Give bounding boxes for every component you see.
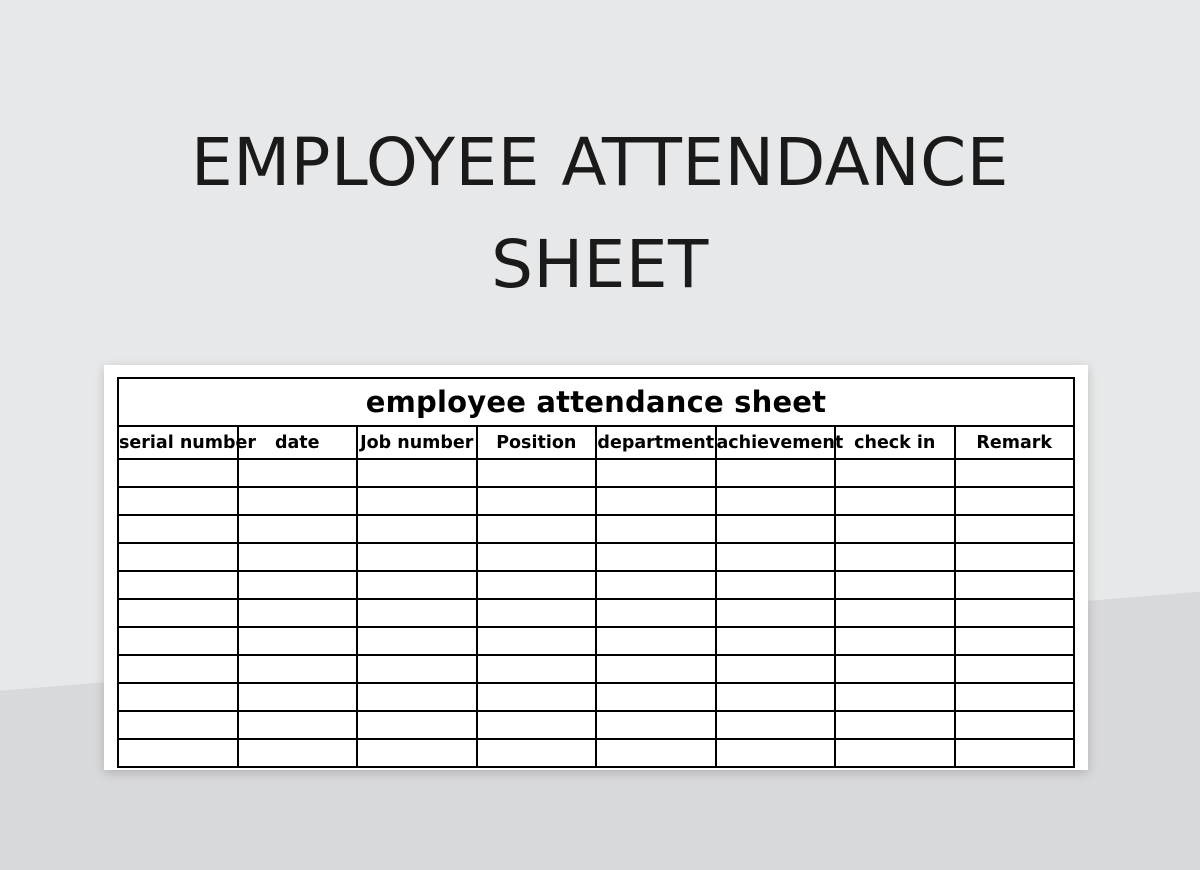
table-row	[118, 543, 1074, 571]
table-cell[interactable]	[596, 655, 716, 683]
table-cell[interactable]	[477, 683, 597, 711]
table-cell[interactable]	[835, 543, 955, 571]
table-cell[interactable]	[238, 571, 358, 599]
table-cell[interactable]	[835, 599, 955, 627]
page-title-line-2: SHEET	[491, 226, 709, 304]
table-cell[interactable]	[716, 515, 836, 543]
table-cell[interactable]	[596, 571, 716, 599]
table-caption-row	[118, 378, 1074, 426]
table-cell[interactable]	[955, 459, 1075, 487]
table-row	[118, 627, 1074, 655]
attendance-sheet-card	[104, 365, 1088, 770]
table-cell[interactable]	[596, 599, 716, 627]
table-row	[118, 655, 1074, 683]
table-cell[interactable]	[477, 459, 597, 487]
table-cell[interactable]	[238, 627, 358, 655]
table-cell[interactable]	[477, 627, 597, 655]
table-cell[interactable]	[955, 487, 1075, 515]
table-cell[interactable]	[238, 515, 358, 543]
table-cell[interactable]	[716, 599, 836, 627]
table-cell[interactable]	[118, 739, 238, 767]
column-header: achievement	[716, 426, 836, 459]
table-cell[interactable]	[477, 711, 597, 739]
table-cell[interactable]	[835, 627, 955, 655]
table-cell[interactable]	[835, 739, 955, 767]
table-cell[interactable]	[596, 487, 716, 515]
table-cell[interactable]	[118, 711, 238, 739]
table-cell[interactable]	[955, 711, 1075, 739]
table-cell[interactable]	[716, 739, 836, 767]
table-row	[118, 487, 1074, 515]
table-row	[118, 599, 1074, 627]
table-caption: employee attendance sheet	[118, 378, 1074, 426]
table-cell[interactable]	[716, 543, 836, 571]
table-header-row	[118, 426, 1074, 459]
table-row	[118, 571, 1074, 599]
table-cell[interactable]	[716, 655, 836, 683]
table-cell[interactable]	[955, 543, 1075, 571]
table-cell[interactable]	[357, 487, 477, 515]
table-cell[interactable]	[955, 683, 1075, 711]
column-header: check in	[835, 426, 955, 459]
table-cell[interactable]	[835, 655, 955, 683]
table-cell[interactable]	[238, 543, 358, 571]
table-cell[interactable]	[357, 515, 477, 543]
table-cell[interactable]	[238, 683, 358, 711]
table-row	[118, 739, 1074, 767]
table-cell[interactable]	[118, 459, 238, 487]
table-cell[interactable]	[118, 487, 238, 515]
table-cell[interactable]	[835, 711, 955, 739]
table-cell[interactable]	[118, 571, 238, 599]
table-cell[interactable]	[118, 627, 238, 655]
table-cell[interactable]	[238, 459, 358, 487]
table-cell[interactable]	[955, 655, 1075, 683]
table-cell[interactable]	[357, 599, 477, 627]
table-cell[interactable]	[118, 655, 238, 683]
table-cell[interactable]	[357, 543, 477, 571]
table-cell[interactable]	[357, 711, 477, 739]
table-cell[interactable]	[955, 739, 1075, 767]
column-header: Position	[477, 426, 597, 459]
table-cell[interactable]	[357, 627, 477, 655]
table-row	[118, 711, 1074, 739]
table-cell[interactable]	[596, 627, 716, 655]
table-cell[interactable]	[955, 627, 1075, 655]
table-cell[interactable]	[477, 515, 597, 543]
table-cell[interactable]	[835, 571, 955, 599]
table-cell[interactable]	[238, 599, 358, 627]
table-row	[118, 515, 1074, 543]
table-row	[118, 683, 1074, 711]
table-cell[interactable]	[477, 739, 597, 767]
table-cell[interactable]	[955, 599, 1075, 627]
table-cell[interactable]	[118, 599, 238, 627]
table-cell[interactable]	[716, 459, 836, 487]
table-cell[interactable]	[835, 515, 955, 543]
attendance-table	[117, 377, 1075, 768]
table-cell[interactable]	[955, 515, 1075, 543]
table-cell[interactable]	[716, 683, 836, 711]
table-cell[interactable]	[477, 571, 597, 599]
table-cell[interactable]	[596, 683, 716, 711]
table-cell[interactable]	[118, 543, 238, 571]
table-cell[interactable]	[596, 543, 716, 571]
column-header: Job number	[357, 426, 477, 459]
table-cell[interactable]	[238, 711, 358, 739]
table-cell[interactable]	[357, 683, 477, 711]
table-cell[interactable]	[118, 515, 238, 543]
table-cell[interactable]	[596, 459, 716, 487]
table-cell[interactable]	[596, 739, 716, 767]
table-cell[interactable]	[835, 487, 955, 515]
column-header: date	[238, 426, 358, 459]
table-cell[interactable]	[716, 571, 836, 599]
page-title	[0, 112, 1200, 317]
table-cell[interactable]	[357, 655, 477, 683]
column-header: Remark	[955, 426, 1075, 459]
table-cell[interactable]	[357, 739, 477, 767]
page-title-line-1: EMPLOYEE ATTENDANCE	[191, 124, 1009, 201]
table-cell[interactable]	[716, 627, 836, 655]
table-cell[interactable]	[716, 487, 836, 515]
table-cell[interactable]	[238, 655, 358, 683]
table-cell[interactable]	[357, 459, 477, 487]
table-cell[interactable]	[835, 459, 955, 487]
table-cell[interactable]	[716, 711, 836, 739]
table-cell[interactable]	[477, 655, 597, 683]
table-cell[interactable]	[238, 487, 358, 515]
table-cell[interactable]	[477, 487, 597, 515]
table-cell[interactable]	[596, 711, 716, 739]
table-cell[interactable]	[596, 515, 716, 543]
column-header: department	[596, 426, 716, 459]
table-cell[interactable]	[118, 683, 238, 711]
table-cell[interactable]	[357, 571, 477, 599]
table-cell[interactable]	[477, 543, 597, 571]
table-row	[118, 459, 1074, 487]
table-cell[interactable]	[238, 739, 358, 767]
table-cell[interactable]	[477, 599, 597, 627]
table-cell[interactable]	[835, 683, 955, 711]
column-header: serial number	[118, 426, 238, 459]
table-cell[interactable]	[955, 571, 1075, 599]
